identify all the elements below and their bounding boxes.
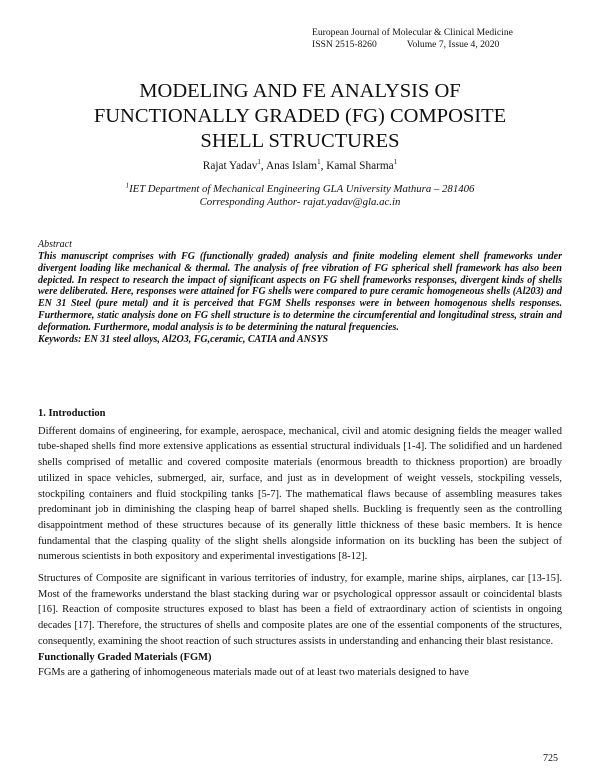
journal-meta xyxy=(312,39,513,51)
paper-title xyxy=(0,79,600,154)
title-line-2: FUNCTIONALLY GRADED (FG) COMPOSITE xyxy=(93,105,507,127)
title-line-1: MODELING AND FE ANALYSIS OF xyxy=(139,80,461,102)
paragraph: FGMs are a gathering of inhomogeneous materials made out of at least two materials designed to have xyxy=(38,667,469,679)
section-heading: 1. Introduction xyxy=(38,408,106,419)
abstract-text: This manuscript comprises with FG (functionally graded) analysis and finite modeling element shell frameworks under divergent loading like mechanical & thermal. The analysis of free vibration of FG spherical shell framework has also been depicted. In respect to research the impact of significant aspects on FG shell frameworks responses, divergent kinds of shells were deliberated. Here, responses were attained for FG shells were compared to pure ceramic homogeneous shells (Al203) and EN 31 Steel (pure metal) and it is perceived that FGM Shells responses were in between homogenous shells responses. Furthermore, static analysis done on FG shell structure is to determine the circumferential and longitudinal stress, strain and deformation. Furthermore, modal analysis is to be determining the natural frequencies. xyxy=(38,250,562,333)
author-sup: 1 xyxy=(257,158,261,167)
affiliation-sup: 1 xyxy=(125,181,130,190)
title-line-3: SHELL STRUCTURES xyxy=(200,130,400,152)
author-list: Rajat Yadav$^1$, Anas Islam$^1$, Kamal Sharma$^1$ xyxy=(202,158,398,172)
abstract-heading: Abstract xyxy=(38,239,72,250)
affiliation xyxy=(0,183,600,209)
affiliation-line: IET Department of Mechanical Engineering GLA University Mathura – 281406 xyxy=(129,183,475,195)
keywords: Keywords: EN 31 steel alloys, Al2O3, FG,ceramic, CATIA and ANSYS xyxy=(38,333,329,345)
introduction-section xyxy=(38,406,562,681)
author-name: Anas Islam xyxy=(265,160,318,172)
page-number: 725 xyxy=(543,753,558,764)
journal-header xyxy=(312,27,513,50)
issn: ISSN 2515-8260 xyxy=(312,38,377,50)
author-sup: 1 xyxy=(317,158,321,167)
author-sup: 1 xyxy=(393,158,398,167)
paragraph: Structures of Composite are significant in various territories of industry, for example, marine ships, airplanes, car [13-15]. Most of the frameworks understand the blast stacking during war or psychological oppressor assault or coincidental blasts [16]. Reaction of composite structures exposed to blast has been a field of extraordinary action of scientists in ongoing decades [17]. Therefore, the structures of shells and composite plates are one of the essential components of the structures, consequently, examining the shoot reaction of such structures assists in understanding and enhancing their blast resistance. xyxy=(38,573,562,647)
abstract-section xyxy=(38,239,562,346)
author-name: Rajat Yadav xyxy=(202,160,258,172)
paragraph: Different domains of engineering, for example, aerospace, mechanical, civil and atomic designing fields the meager walled tube-shaped shells find more extensive applications as essential structural individuals [1-4]. The solidified and un hardened shells comprised of metallic and covered composite materials (enormous breadth to thickness proportion) are broadly utilized in space vehicles, submerged, air, surface, and just as in development of weight vessels, stockpiling vessels, stockpiling containers and fluid stockpiling tanks [5-7]. The mathematical flaws because of assembling measures takes predominant job in diminishing the clasping heap of barrel shaped shells. Buckling is frequently seen as the controlling disappointment method of these structures because of its generally little thickness of these basic members. It is hence fundamental that the clasping quality of the slight shells alongside information on its buckling has been the subject of numerous scientists in both expository and experimental investigations [8-12]. xyxy=(38,425,562,563)
journal-name: European Journal of Molecular & Clinical Medicine xyxy=(312,27,513,38)
author-name: Kamal Sharma xyxy=(326,160,394,172)
corresponding-author: Corresponding Author- rajat.yadav@gla.ac.in xyxy=(199,196,401,208)
subsection-heading: Functionally Graded Materials (FGM) xyxy=(38,651,212,663)
volume-issue: Volume 7, Issue 4, 2020 xyxy=(406,38,500,50)
